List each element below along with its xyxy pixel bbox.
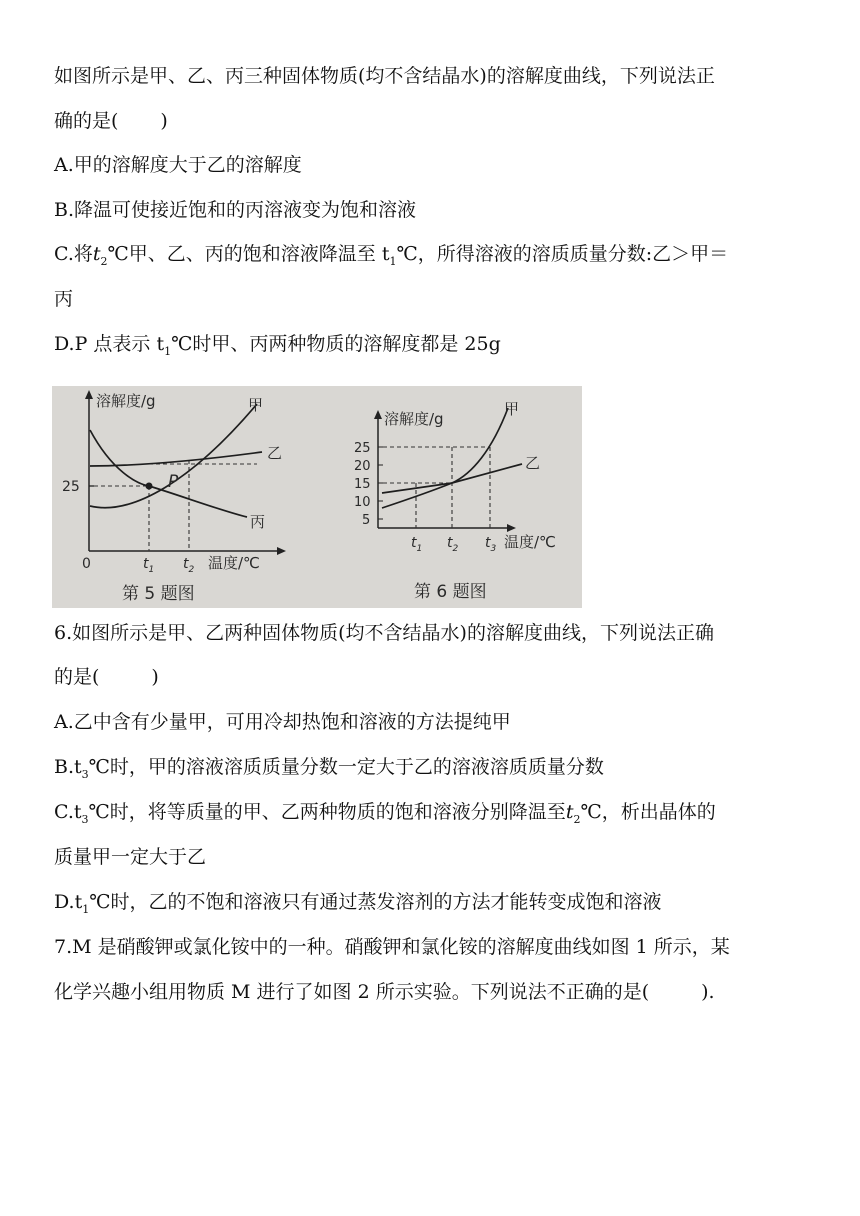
fig5-xtick-t1: $t_1$ <box>143 556 155 575</box>
fig6-ytick-15: 15 <box>354 477 371 492</box>
q5-option-b: B.降温可使接近饱和的丙溶液变为饱和溶液 <box>54 199 417 221</box>
figure-photo <box>52 386 582 608</box>
q5-stem-line1: 如图所示是甲、乙、丙三种固体物质(均不含结晶水)的溶解度曲线，下列说法正 <box>54 65 715 87</box>
q6-option-a: A.乙中含有少量甲，可用冷却热饱和溶液的方法提纯甲 <box>54 711 511 733</box>
fig6-x-axis-label: 温度/℃ <box>504 533 556 551</box>
q5-option-a: A.甲的溶解度大于乙的溶解度 <box>54 154 302 176</box>
fig6-xtick-t2: $t_2$ <box>447 535 459 554</box>
fig5-caption: 第 5 题图 <box>122 584 195 604</box>
fig6-label-jia: 甲 <box>504 400 520 418</box>
fig6-ytick-10: 10 <box>354 495 371 510</box>
q7-stem-line2: 化学兴趣小组用物质 M 进行了如图 2 所示实验。下列说法不正确的是( ). <box>54 981 715 1003</box>
fig6-ytick-20: 20 <box>354 459 371 474</box>
q5-option-c-cont: 丙 <box>54 288 74 310</box>
fig5-y-axis-label: 溶解度/g <box>96 392 156 410</box>
q5-stem-line2: 确的是( ) <box>54 110 168 132</box>
fig6-xtick-t3: $t_3$ <box>485 535 497 554</box>
fig5-point-label: P <box>168 472 179 492</box>
q6-option-b: $B.t_3℃$时，甲的溶液溶质质量分数一定大于乙的溶液溶质质量分数 <box>54 756 604 781</box>
fig6-caption: 第 6 题图 <box>414 582 487 602</box>
fig6-xtick-t1: $t_1$ <box>411 535 423 554</box>
fig5-label-yi: 乙 <box>267 444 283 462</box>
fig5-x-axis-label: 温度/℃ <box>208 554 260 572</box>
fig6-label-yi: 乙 <box>525 454 541 472</box>
q7-stem-line1: 7.M 是硝酸钾或氯化铵中的一种。硝酸钾和氯化铵的溶解度曲线如图 1 所示，某 <box>54 936 730 958</box>
q6-option-c: $C.t_3℃$时，将等质量的甲、乙两种物质的饱和溶液分别降温至$t_2℃$，析出晶体的 <box>54 801 716 826</box>
fig5-xtick-t2: $t_2$ <box>183 556 195 575</box>
fig5-point-p <box>146 483 153 490</box>
q6-option-d: $D.t_1℃$时，乙的不饱和溶液只有通过蒸发溶剂的方法才能转变成饱和溶液 <box>54 891 662 916</box>
fig6-ytick-25: 25 <box>354 441 371 456</box>
q5-option-d: D.P 点表示 $t_1℃$时甲、丙两种物质的溶解度都是 25g <box>54 333 501 358</box>
q6-option-c-cont: 质量甲一定大于乙 <box>54 846 207 868</box>
figures-svg <box>52 386 582 608</box>
fig5-label-jia: 甲 <box>248 396 264 414</box>
q6-stem-line2: 的是( ) <box>54 666 159 688</box>
fig6-y-axis-label: 溶解度/g <box>384 410 444 428</box>
fig6-ytick-5: 5 <box>362 513 371 528</box>
q6-stem-line1: 6.如图所示是甲、乙两种固体物质(均不含结晶水)的溶解度曲线，下列说法正确 <box>54 622 714 644</box>
fig5-label-bing: 丙 <box>250 513 266 531</box>
fig5-ytick-25: 25 <box>62 479 80 495</box>
q5-option-c: C.将$t_2℃$甲、乙、丙的饱和溶液降温至 $t_1℃$，所得溶液的溶质质量分数:乙＞甲＝ <box>54 243 729 268</box>
fig5-origin-label: 0 <box>82 556 91 572</box>
